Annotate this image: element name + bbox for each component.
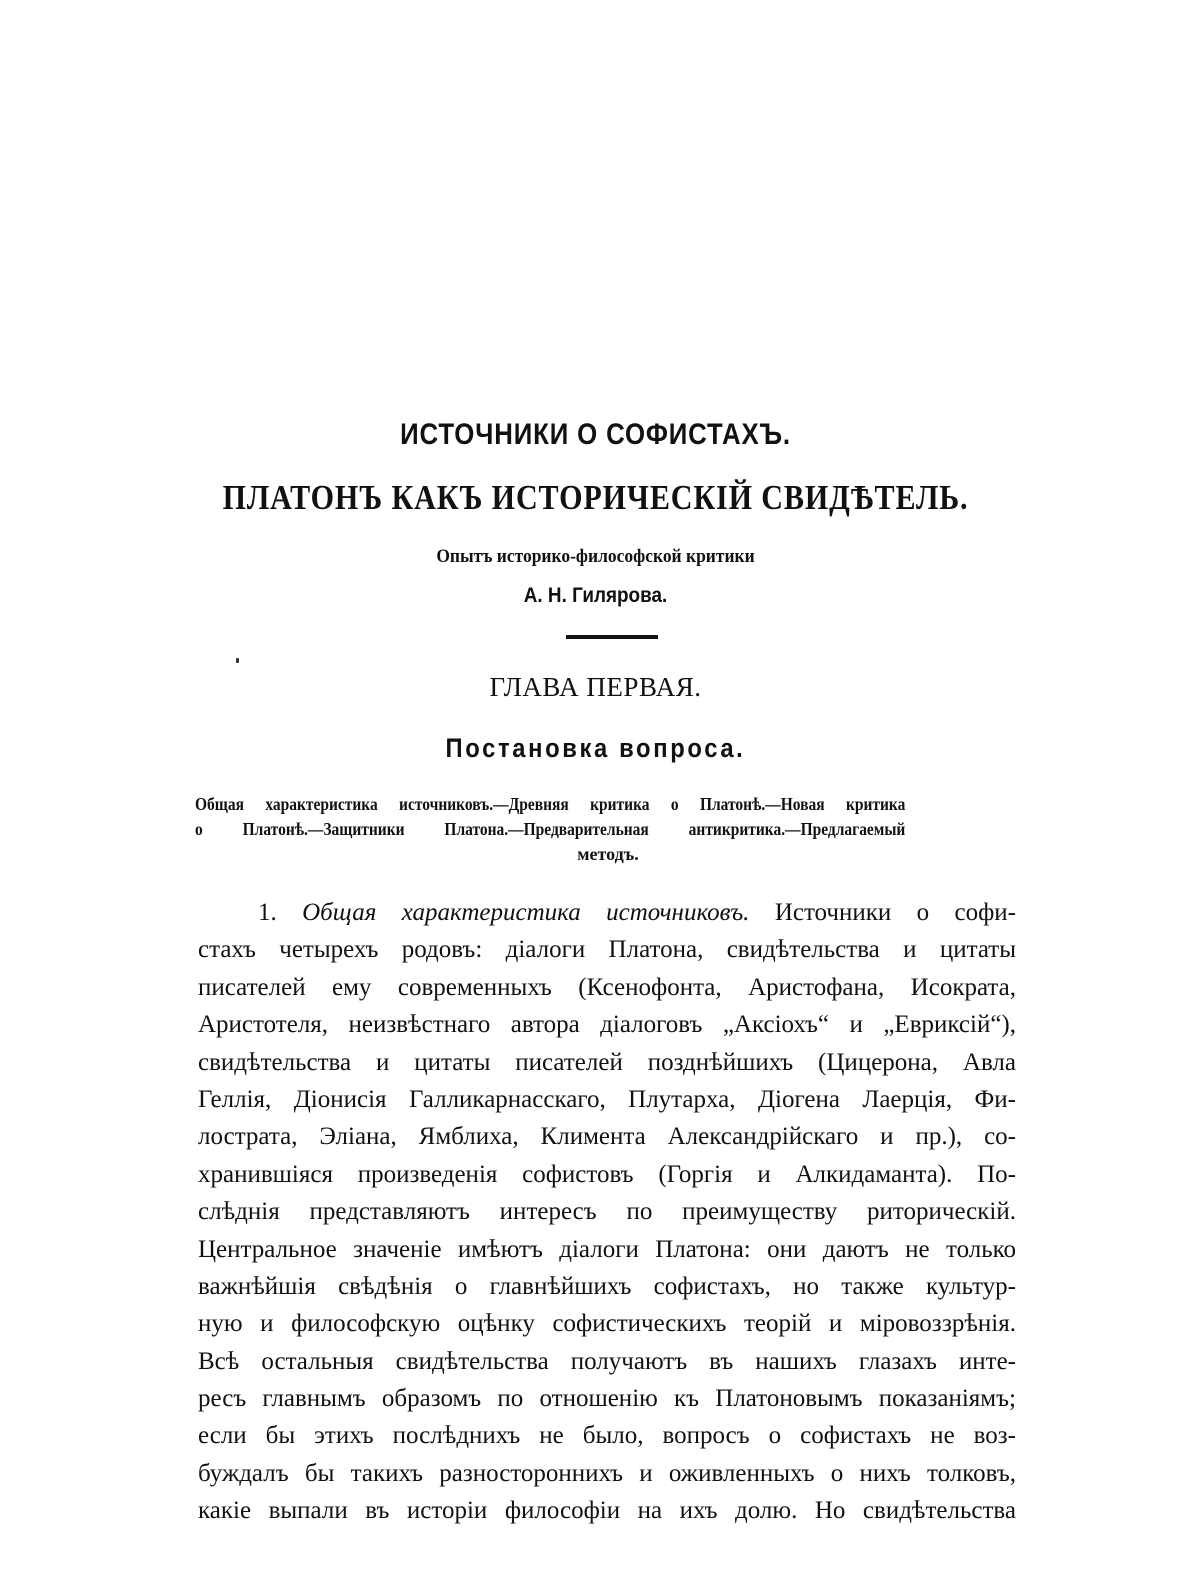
paragraph-line: Центральное значеніе имѣютъ діалоги Платона: они даютъ не только — [198, 1235, 1016, 1263]
paragraph-line: Геллія, Діонисія Галликарнасскаго, Плутарха, Діогена Лаерція, Фи- — [198, 1085, 1016, 1113]
paragraph-line: слѣднія представляютъ интересъ по преимуществу риторическій. — [198, 1198, 1016, 1226]
paragraph-line: лострата, Эліана, Ямблиха, Климента Александрійскаго и пр.), со- — [198, 1123, 1016, 1151]
title-divider — [566, 635, 658, 639]
chapter-summary — [195, 792, 1021, 867]
paragraph-line: свидѣтельства и цитаты писателей позднѣйшихъ (Цицерона, Авла — [198, 1048, 1016, 1076]
body-paragraph — [198, 894, 1016, 1530]
paragraph-line: хранившіяся произведенія софистовъ (Горгія и Алкидаманта). По- — [198, 1160, 1016, 1188]
paragraph-line: важнѣйшія свѣдѣнія о главнѣйшихъ софистахъ, но также культур- — [198, 1272, 1016, 1300]
paragraph-line: стахъ четырехъ родовъ: діалоги Платона, свидѣтельства и цитаты — [198, 936, 1016, 964]
author-name: А. Н. Гилярова. — [523, 584, 668, 607]
paragraph-number: 1. — [258, 899, 277, 926]
print-speck — [236, 658, 239, 663]
paragraph-line: Аристотеля, неизвѣстнаго автора діалоговъ „Аксіохъ“ и „Евриксій“), — [198, 1011, 1016, 1039]
main-title: ИСТОЧНИКИ О СОФИСТАХЪ. — [400, 418, 791, 451]
paragraph-line: буждалъ бы такихъ разностороннихъ и оживленныхъ о нихъ толковъ, — [198, 1459, 1016, 1487]
main-subtitle-title: ПЛАТОНЪ КАКЪ ИСТОРИЧЕСКІЙ СВИДѢТЕЛЬ. — [222, 478, 969, 517]
paragraph-line: ресъ главнымъ образомъ по отношенію къ Платоновымъ показаніямъ; — [198, 1385, 1016, 1413]
paragraph-line: Всѣ остальныя свидѣтельства получаютъ въ нашихъ глазахъ инте- — [198, 1347, 1016, 1375]
paragraph-first-line-rest: Источники о софи- — [774, 899, 1016, 926]
work-subtitle: Опытъ историко-философской критики — [436, 546, 755, 567]
paragraph-line: ную и философскую оцѣнку софистическихъ теорій и міровоззрѣнія. — [198, 1310, 1016, 1338]
paragraph-line: какіе выпали въ исторіи философіи на ихъ долю. Но свидѣтельства — [198, 1497, 1016, 1525]
paragraph-line: писателей ему современныхъ (Ксенофонта, Аристофана, Исократа, — [198, 973, 1016, 1001]
paragraph-lead: Общая характеристика источниковъ. — [302, 899, 750, 926]
summary-line: о Платонѣ.—Защитники Платона.—Предварительная антикритика.—Предлагаемый — [195, 819, 906, 839]
summary-line: Общая характеристика источниковъ.—Древняя критика о Платонѣ.—Новая критика — [195, 794, 906, 814]
chapter-label: ГЛАВА ПЕРВАЯ. — [489, 672, 702, 702]
paragraph-line: если бы этихъ послѣднихъ не было, вопросъ о софистахъ не воз- — [198, 1422, 1016, 1450]
summary-line: методъ. — [577, 844, 639, 864]
chapter-title: Постановка вопроса. — [445, 733, 746, 763]
paragraph-first-line — [198, 894, 1016, 931]
